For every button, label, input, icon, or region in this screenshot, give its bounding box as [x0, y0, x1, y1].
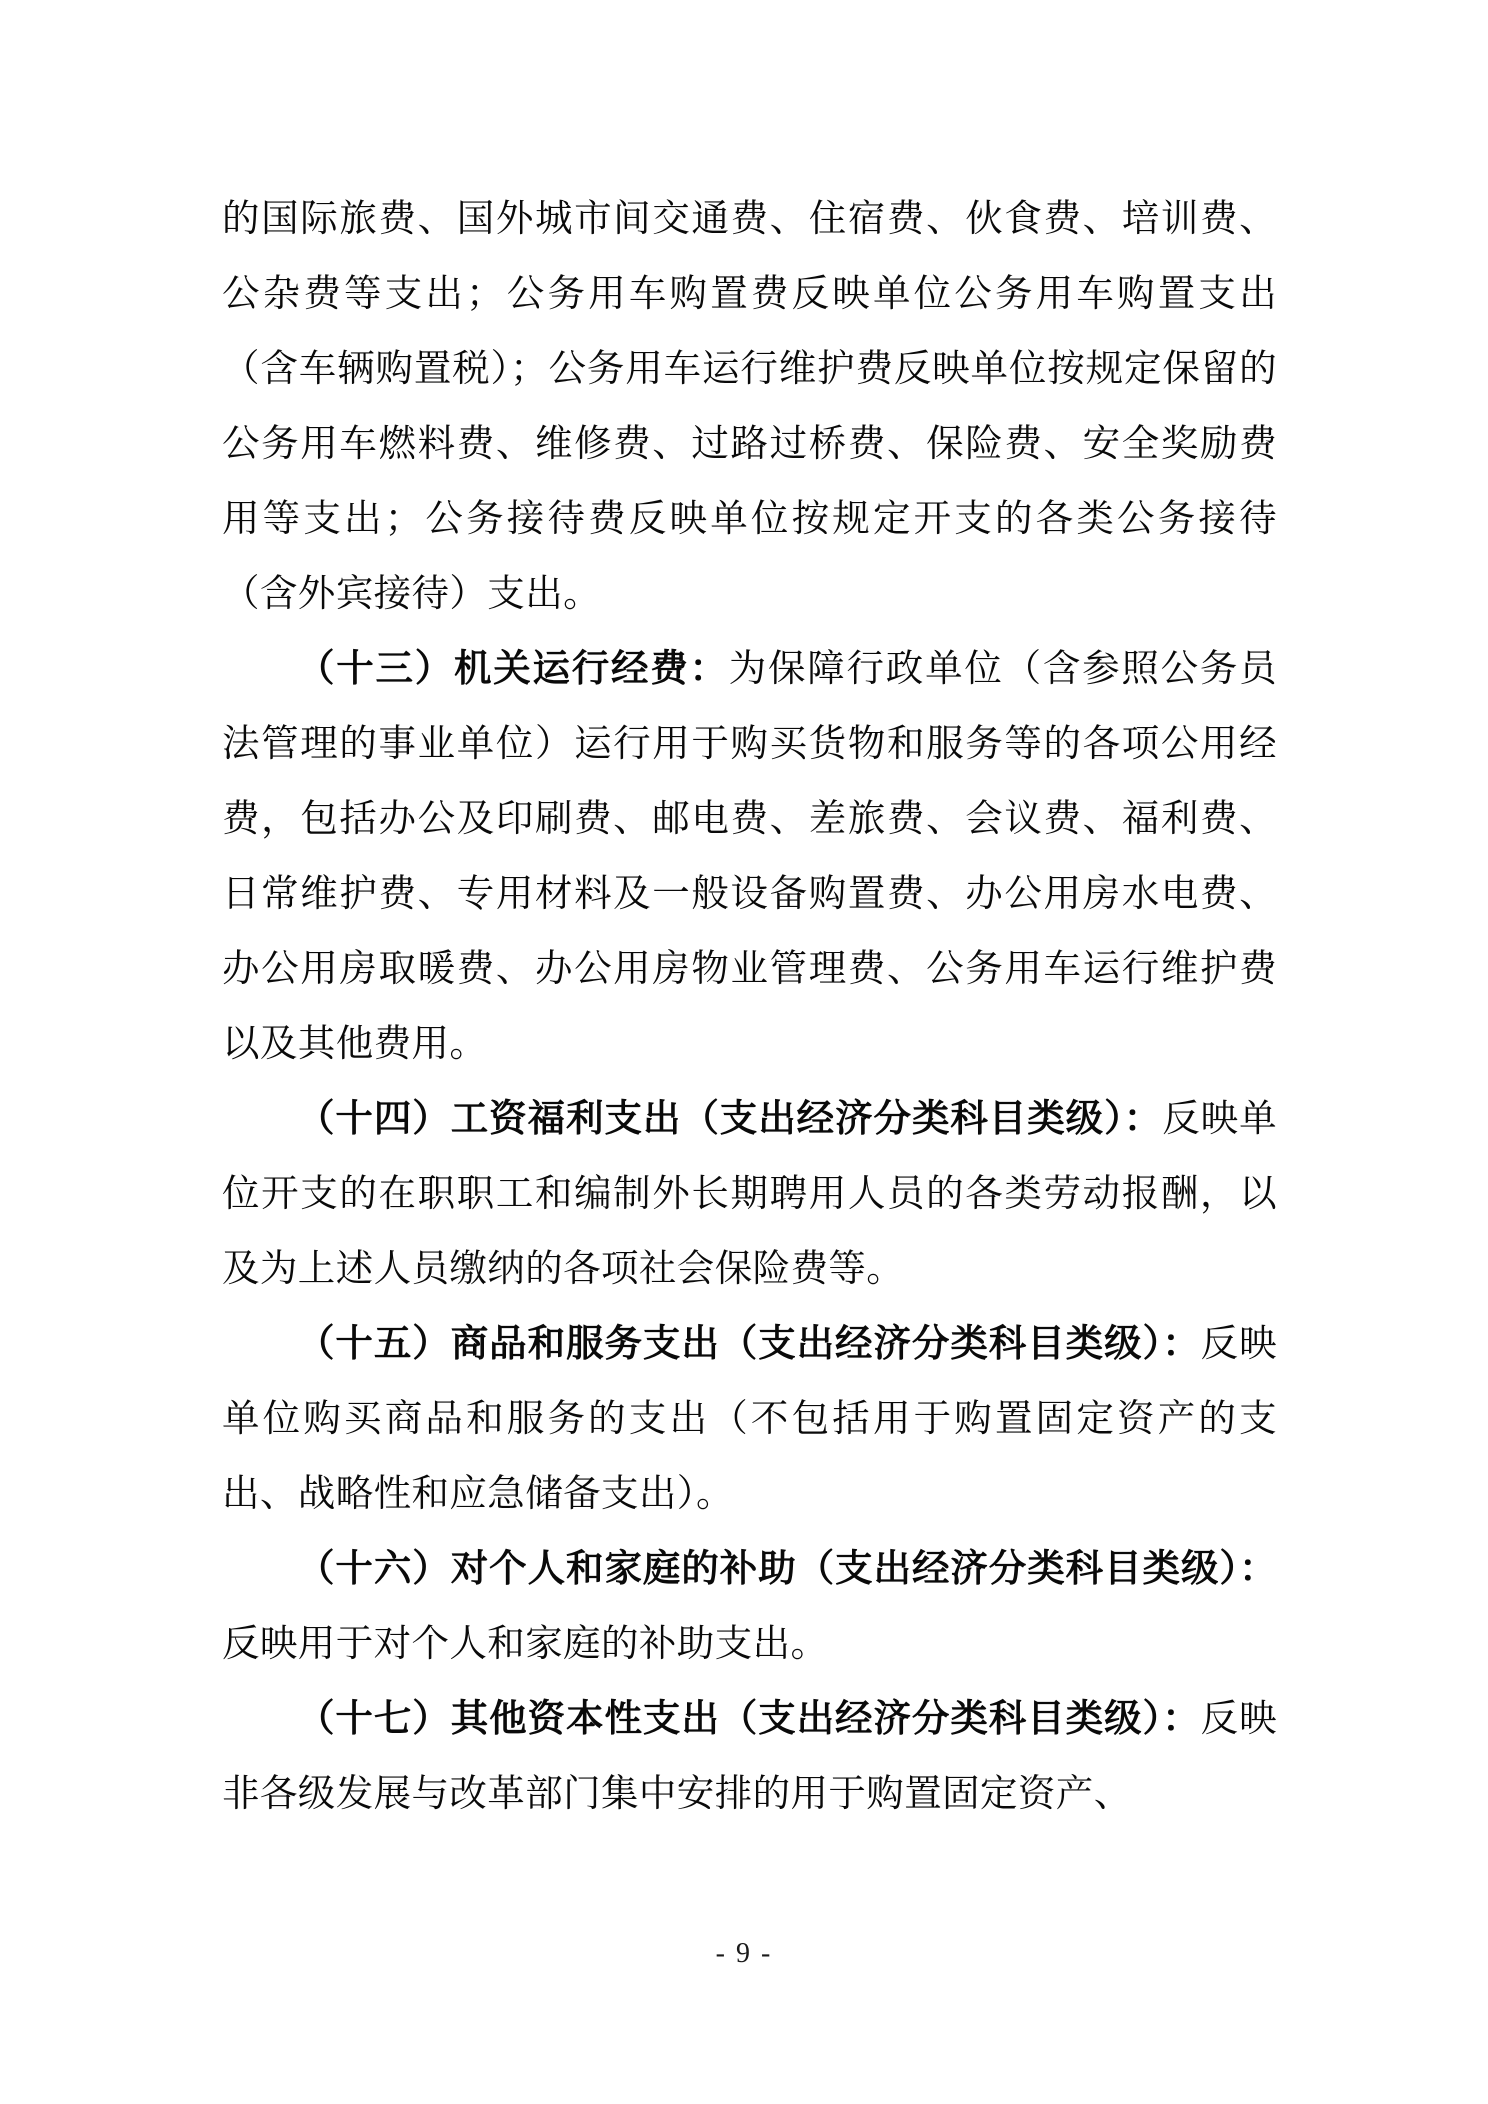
para-item-13: [222, 632, 1277, 1082]
paragraph-text-run: 为保障行政单位（含参照公务员法管理的事业单位）运行用于购买货物和服务等的各项公用经费，包括办公及印刷费、邮电费、差旅费、会议费、福利费、日常维护费、专用材料及一般设备购置费、办公用房水电费、办公用房取暖费、办公用房物业管理费、公务用车运行维护费以及其他费用。: [222, 649, 1277, 1065]
paragraph-text-run: 反映单位购买商品和服务的支出（不包括用于购置固定资产的支出、战略性和应急储备支出）。: [222, 1324, 1277, 1515]
paragraph-heading-run: （十六）对个人和家庭的补助（支出经济分类科目类级）：: [297, 1549, 1277, 1590]
para-item-16: [222, 1532, 1277, 1682]
paragraph-text-run: 反映用于对个人和家庭的补助支出。: [222, 1624, 829, 1665]
page-number: - 9 -: [715, 1938, 773, 1969]
paragraph-heading-run: （十三）机关运行经费：: [297, 649, 729, 690]
para-item-15: [222, 1307, 1277, 1532]
paragraph-text-run: 的国际旅费、国外城市间交通费、住宿费、伙食费、培训费、公杂费等支出；公务用车购置费反映单位公务用车购置支出（含车辆购置税）；公务用车运行维护费反映单位按规定保留的公务用车燃料费、维修费、过路过桥费、保险费、安全奖励费用等支出；公务接待费反映单位按规定开支的各类公务接待（含外宾接待）支出。: [222, 199, 1277, 615]
document-body: [222, 182, 1277, 1832]
paragraph-text-run: 反映单位开支的在职职工和编制外长期聘用人员的各类劳动报酬，以及为上述人员缴纳的各项社会保险费等。: [222, 1099, 1278, 1290]
paragraph-heading-run: （十七）其他资本性支出（支出经济分类科目类级）：: [297, 1699, 1201, 1740]
para-continued-travel-vehicle: [222, 182, 1277, 632]
paragraph-heading-run: （十五）商品和服务支出（支出经济分类科目类级）：: [297, 1324, 1201, 1365]
para-item-17: [222, 1682, 1277, 1832]
paragraph-text-run: 反映非各级发展与改革部门集中安排的用于购置固定资产、: [222, 1699, 1277, 1815]
paragraph-heading-run: （十四）工资福利支出（支出经济分类科目类级）：: [297, 1099, 1163, 1140]
para-item-14: [222, 1082, 1277, 1307]
